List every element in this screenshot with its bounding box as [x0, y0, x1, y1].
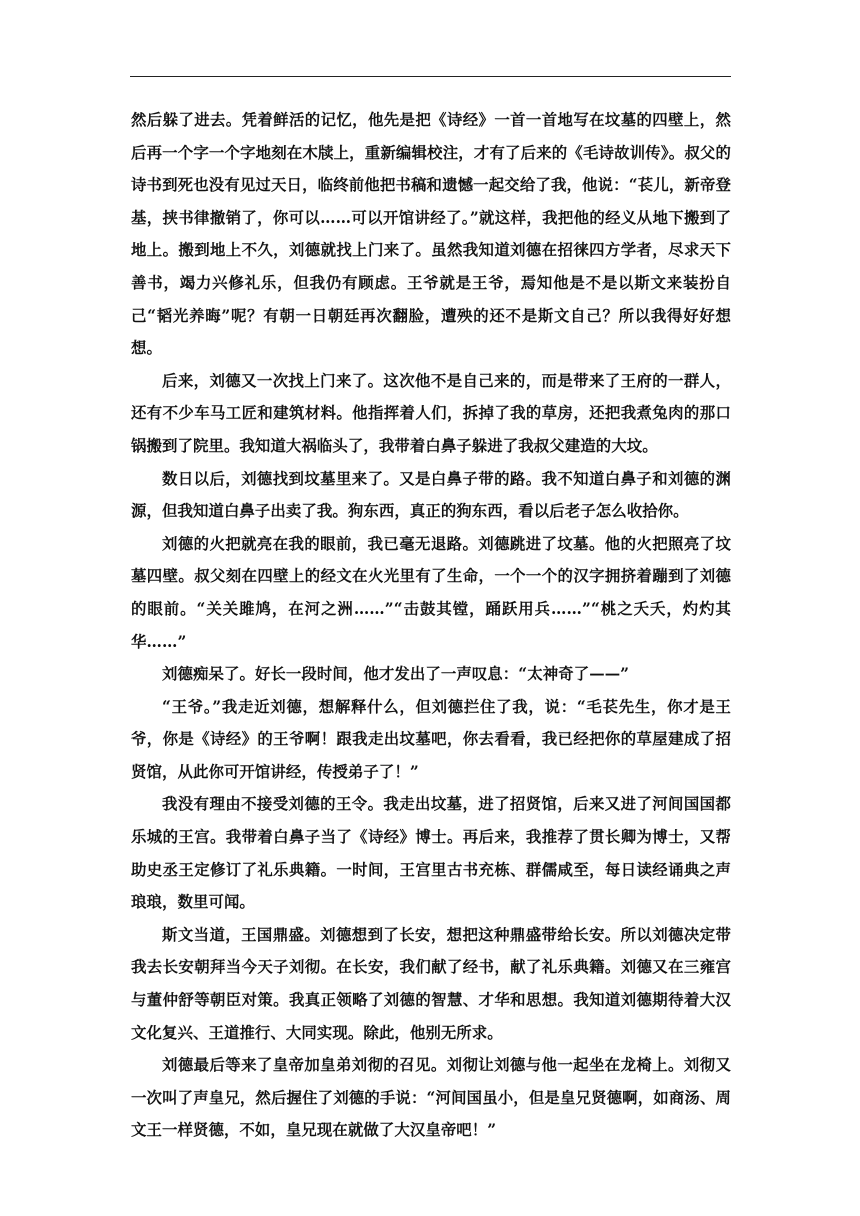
- paragraph-1: 然后躲了进去。凭着鲜活的记忆，他先是把《诗经》一首一首地写在坟墓的四壁上，然后再一个字一个字地刻在木牍上，重新编辑校注，才有了后来的《毛诗故训传》。叔父的诗书到死也没有见过天日，临终前他把书稿和遗憾一起交给了我，他说：“苌儿，新帝登基，挟书律撤销了，你可以……可以开馆讲经了。”就这样，我把他的经义从地下搬到了地上。搬到地上不久，刘德就找上门来了。虽然我知道刘德在招徕四方学者，尽求天下善书，竭力兴修礼乐，但我仍有顾虑。王爷就是王爷，焉知他是不是以斯文来装扮自己“韬光养晦”呢？有朝一日朝廷再次翻脸，遭殃的还不是斯文自己？所以我得好好想想。: [131, 111, 731, 358]
- paragraph-4: 刘德的火把就亮在我的眼前，我已毫无退路。刘德跳进了坟墓。他的火把照亮了坟墓四壁。叔父刻在四壁上的经文在火光里有了生命，一个一个的汉字拥挤着蹦到了刘德的眼前。“关关雎鸠，在河之洲……”“击鼓其镗，踊跃用兵……”“桃之夭夭，灼灼其华……”: [131, 534, 731, 651]
- paragraph-6: “王爷。”我走近刘德，想解释什么，但刘德拦住了我，说：“毛苌先生，你才是王爷，你是《诗经》的王爷啊！跟我走出坟墓吧，你去看看，我已经把你的草屋建成了招贤馆，从此你可开馆讲经，传授弟子了！”: [131, 697, 731, 781]
- paragraph-7: 我没有理由不接受刘德的王令。我走出坟墓，进了招贤馆，后来又进了河间国国都乐城的王宫。我带着白鼻子当了《诗经》博士。再后来，我推荐了贯长卿为博士，又帮助史丞王定修订了礼乐典籍。一时间，王宫里古书充栋、群儒咸至，每日读经诵典之声琅琅，数里可闻。: [131, 795, 731, 912]
- article-body: [131, 104, 731, 1147]
- paragraph-9: 刘德最后等来了皇帝加皇弟刘彻的召见。刘彻让刘德与他一起坐在龙椅上。刘彻又一次叫了声皇兄，然后握住了刘德的手说：“河间国虽小，但是皇兄贤德啊，如商汤、周文王一样贤德，不如，皇兄现在就做了大汉皇帝吧！”: [131, 1056, 731, 1140]
- paragraph-5: 刘德痴呆了。好长一段时间，他才发出了一声叹息：“太神奇了——”: [162, 665, 630, 684]
- header-rule: [130, 76, 731, 77]
- paragraph-2: 后来，刘德又一次找上门来了。这次他不是自己来的，而是带来了王府的一群人，还有不少车马工匠和建筑材料。他指挥着人们，拆掉了我的草房，还把我煮兔肉的那口锅搬到了院里。我知道大祸临头了，我带着白鼻子躲进了我叔父建造的大坟。: [131, 371, 731, 455]
- paragraph-3: 数日以后，刘德找到坟墓里来了。又是白鼻子带的路。我不知道白鼻子和刘德的渊源，但我知道白鼻子出卖了我。狗东西，真正的狗东西，看以后老子怎么收拾你。: [131, 469, 731, 521]
- paragraph-8: 斯文当道，王国鼎盛。刘德想到了长安，想把这种鼎盛带给长安。所以刘德决定带我去长安朝拜当今天子刘彻。在长安，我们献了经书，献了礼乐典籍。刘德又在三雍宫与董仲舒等朝臣对策。我真正领略了刘德的智慧、才华和思想。我知道刘德期待着大汉文化复兴、王道推行、大同实现。除此，他别无所求。: [131, 925, 731, 1042]
